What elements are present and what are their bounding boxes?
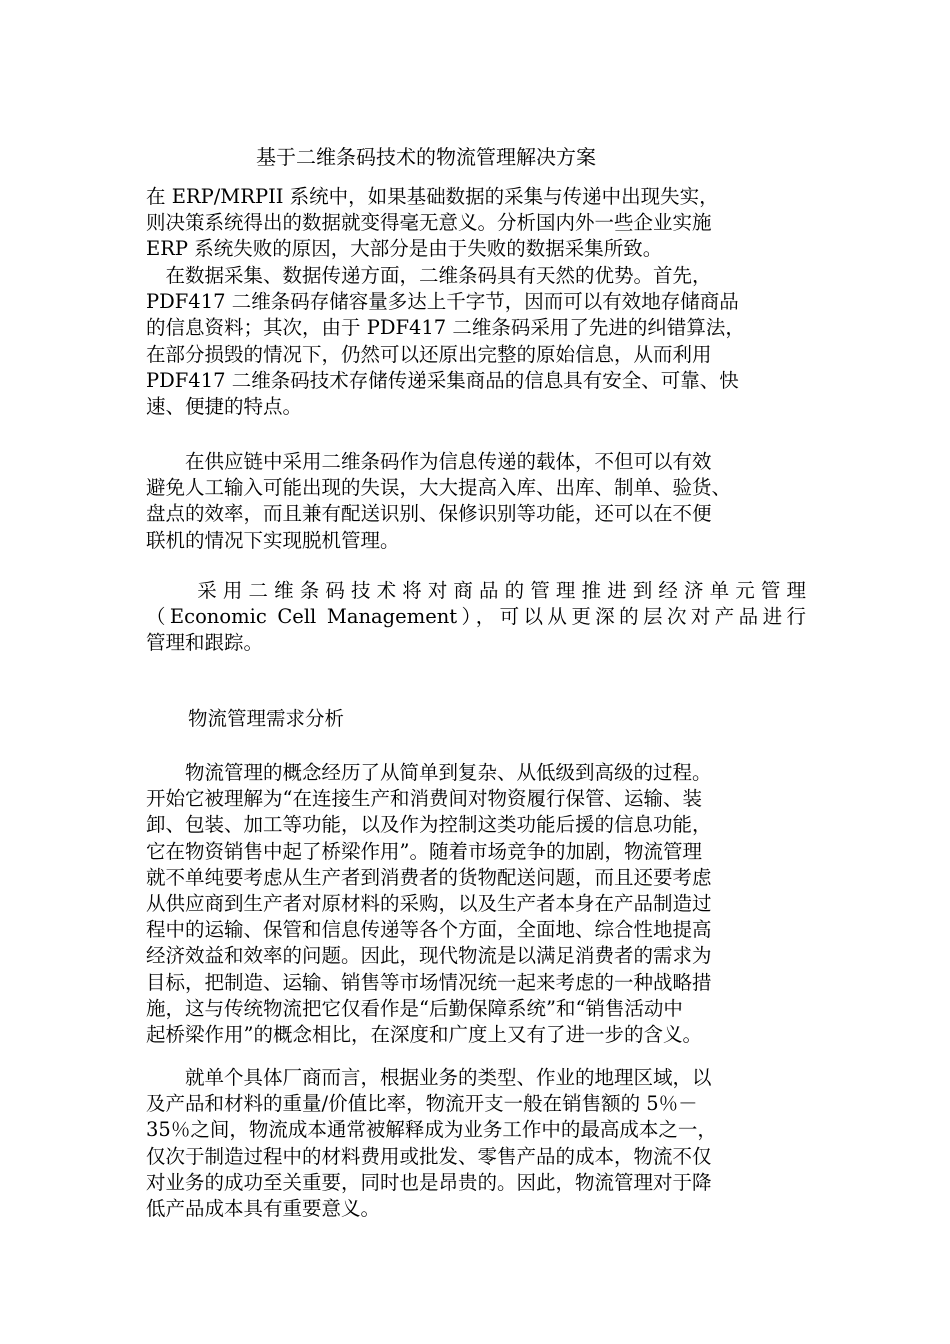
text-line: 在数据采集、数据传递方面，二维条码具有天然的优势。首先， (146, 264, 712, 287)
text-line: 物流管理的概念经历了从简单到复杂、从低级到高级的过程。 (146, 761, 712, 784)
paragraph-data-collection (146, 263, 806, 420)
text-line: 从供应商到生产者对原材料的采购，以及生产者本身在产品制造过 (146, 891, 712, 915)
paragraph-logistics-concept (146, 760, 806, 1048)
text-line: PDF417 二维条码存储容量多达上千字节，因而可以有效地存储商品 (146, 290, 739, 314)
text-line: 仅次于制造过程中的材料费用或批发、零售产品的成本，物流不仅 (146, 1144, 712, 1168)
text-line: PDF417 二维条码技术存储传递采集商品的信息具有安全、可靠、快 (146, 368, 739, 392)
text-line: 起桥梁作用”的概念相比，在深度和广度上又有了进一步的含义。 (146, 1022, 702, 1046)
text-line: 开始它被理解为“在连接生产和消费间对物资履行保管、运输、装 (146, 787, 702, 811)
text-line: 的信息资料；其次，由于 PDF417 二维条码采用了先进的纠错算法， (146, 316, 745, 340)
text-line: 对业务的成功至关重要，同时也是昂贵的。因此，物流管理对于降 (146, 1170, 712, 1194)
text-line: 经济效益和效率的问题。因此，现代物流是以满足消费者的需求为 (146, 944, 712, 968)
paragraph-erp (146, 184, 806, 263)
text-line: 管理和跟踪。 (146, 631, 264, 655)
section-heading: 物流管理需求分析 (188, 707, 345, 730)
text-line: 施，这与传统物流把它仅看作是“后勤保障系统”和“销售活动中 (146, 996, 683, 1020)
text-line: 它在物资销售中起了桥梁作用”。随着市场竞争的加剧，物流管理 (146, 839, 702, 863)
text-line: 则决策系统得出的数据就变得毫无意义。分析国内外一些企业实施 (146, 211, 712, 235)
text-line: 低产品成本具有重要意义。 (146, 1196, 381, 1220)
document-title: 基于二维条码技术的物流管理解决方案 (256, 145, 596, 169)
text-line: 联机的情况下实现脱机管理。 (146, 528, 400, 552)
paragraph-supply-chain (146, 449, 806, 554)
text-line: 目标，把制造、运输、销售等市场情况统一起来考虑的一种战略措 (146, 970, 712, 994)
text-line: 盘点的效率，而且兼有配送识别、保修识别等功能，还可以在不便 (146, 502, 712, 526)
text-line: 卸、包装、加工等功能，以及作为控制这类功能后援的信息功能， (146, 813, 712, 837)
text-line: 避免人工输入可能出现的失误，大大提高入库、出库、制单、验货、 (146, 476, 732, 500)
text-line: 在 ERP/MRPII 系统中，如果基础数据的采集与传递中出现失实， (146, 185, 719, 208)
text-line: 35％之间，物流成本通常被解释成为业务工作中的最高成本之一， (146, 1118, 717, 1142)
text-line: 就不单纯要考虑从生产者到消费者的货物配送问题，而且还要考虑 (146, 865, 712, 889)
text-line: 在供应链中采用二维条码作为信息传递的载体，不但可以有效 (146, 450, 712, 473)
text-line: 程中的运输、保管和信息传递等各个方面，全面地、综合性地提高 (146, 918, 712, 942)
paragraph-economic-cell (146, 578, 806, 657)
text-line: 速、便捷的特点。 (146, 394, 303, 418)
paragraph-logistics-cost (146, 1065, 806, 1222)
text-line: 就单个具体厂商而言，根据业务的类型、作业的地理区域，以 (146, 1066, 712, 1089)
text-line: （Economic Cell Management），可以从更深的层次对产品进行 (146, 605, 806, 629)
text-line: 在部分损毁的情况下，仍然可以还原出完整的原始信息，从而利用 (146, 342, 712, 366)
text-line: 采用二维条码技术将对商品的管理推进到经济单元管理 (146, 579, 806, 602)
text-line: 及产品和材料的重量/价值比率，物流开支一般在销售额的 5％－ (146, 1092, 698, 1116)
text-line: ERP 系统失败的原因，大部分是由于失败的数据采集所致。 (146, 237, 663, 261)
